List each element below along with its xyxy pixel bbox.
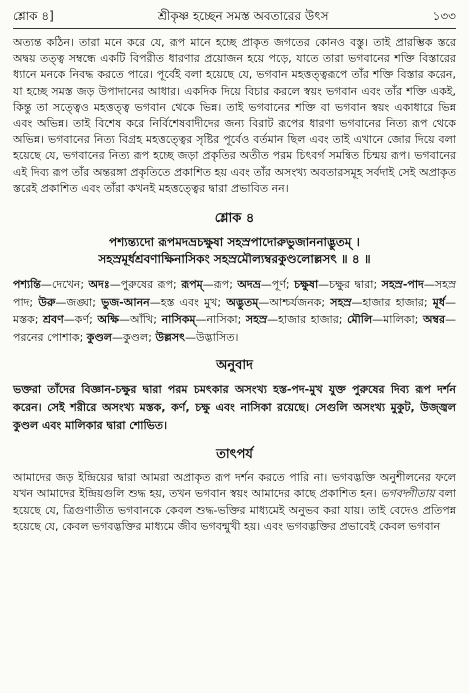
synonym-word: সহস্র-পাদ — [381, 278, 424, 292]
synonym-item: মূর্ধ—মস্তক; — [13, 295, 457, 327]
synonym-meaning: কুণ্ডল; — [123, 330, 152, 344]
synonym-item: অম্বর—পরনের পোশাক; — [13, 313, 457, 344]
synonym-word: চক্ষুষা — [294, 278, 319, 292]
synonym-word: ভুজ-আনন — [101, 295, 150, 309]
synonym-item: রূপম্—রূপ; — [181, 278, 233, 292]
synonym-item: অদঃ—পুরুষের রূপ; — [88, 278, 177, 292]
synonym-item: মৌলি—মালিকা; — [347, 313, 419, 327]
synonym-item: সহস্র—হাজার হাজার; — [330, 295, 428, 309]
synonym-meaning: মালিকা; — [383, 313, 419, 327]
purport-book-title: ভগবদ্গীতায় — [380, 487, 435, 501]
synonyms — [13, 276, 456, 346]
synonym-word: পশ্যন্তি — [13, 278, 41, 292]
purport-text-start: আমাদের জড় ইন্দ্রিয়ের দ্বারা আমরা অপ্রাকৃত রূপ দর্শন করতে পারি না। ভগবদ্ভক্তি অনুশীলনের ফলে যখন আমাদের ইন্দ্রিয়গুলি শুদ্ধ হয়, তখন ভগবান স্বয়ং আমাদের কাছে প্রকাশিত হন। — [13, 471, 456, 501]
purport-text-end: বলা হয়েছে যে, ত্রিগুণাতীত ভগবানকে কেবল শুদ্ধ-ভক্তির মাধ্যমেই অনুভব করা যায়। তাই বেদেও প্রতিপন্ন হয়েছে যে, কেবল ভগবদ্ভক্তির মাধ্যমে জীব ভগবন্মুখী হয়। এবং ভগবদ্ভক্তির প্রভাবেই কেবল ভগবান — [13, 487, 456, 534]
synonym-word: উরু — [38, 295, 56, 309]
verse-line: সহস্রমূর্ধশ্রবণাক্ষিনাসিকং সহস্রমৌল্যম্বরকুণ্ডলোল্লসৎ ॥ ৪ ॥ — [98, 252, 371, 267]
synonym-meaning: হাজার হাজার; — [278, 313, 343, 327]
verse-text — [13, 234, 456, 268]
synonym-word: অদ্ভুতম্ — [226, 295, 259, 309]
synonym-word: অক্ষি — [97, 313, 120, 327]
synonym-meaning: দেখেন; — [51, 278, 85, 292]
synonym-item: ভুজ-আনন—হস্ত এবং মুখ; — [101, 295, 222, 309]
synonym-meaning: আঁখি; — [130, 313, 157, 327]
synonym-word: অম্বর — [422, 313, 446, 327]
synonym-word: অদঃ — [88, 278, 110, 292]
synonym-item: উল্লসৎ—উদ্ভাসিত। — [155, 330, 239, 344]
page-number: ১৩৩ — [432, 9, 456, 23]
synonym-item: শ্রবণ—কর্ণ; — [43, 313, 93, 327]
synonym-item: অক্ষি—আঁখি; — [97, 313, 157, 327]
synonym-word: সহস্র — [330, 295, 352, 309]
synonym-item: অদ্ভুতম্—আশ্চর্যজনক; — [226, 295, 326, 309]
verse-title: শ্লোক ৪ — [214, 211, 255, 227]
synonym-item: চক্ষুষা—চক্ষুর দ্বারা; — [294, 278, 378, 292]
synonym-meaning: কর্ণ; — [74, 313, 93, 327]
synonym-meaning: সহস্র পাদ; — [13, 278, 457, 309]
synonym-meaning: পূর্ণ; — [271, 278, 290, 292]
synonym-word: রূপম্ — [181, 278, 203, 292]
synonym-meaning: উদ্ভাসিত। — [195, 330, 239, 344]
chapter-title: শ্রীকৃষ্ণ হচ্ছেন সমস্ত অবতারের উৎস — [157, 9, 329, 23]
synonym-word: সহস্র — [245, 313, 268, 327]
synonym-meaning: নাসিকা; — [206, 313, 242, 327]
purport-text — [13, 470, 456, 536]
translation-text: ভক্তরা তাঁদের বিজ্ঞান-চক্ষুর দ্বারা পরম চমৎকার অসংখ্য হস্ত-পদ-মুখ যুক্ত পুরুষের দিব্য রূপ দর্শন করেন। সেই শরীরে অসংখ্য মস্তক, কর্ণ, চক্ষু এবং নাসিকা রয়েছে। সেগুলি অসংখ্য মুকুট, উজ্জ্বল কুণ্ডল এবং মালিকার দ্বারা শোভিত। — [13, 383, 456, 433]
page-header — [13, 8, 456, 29]
verse-indicator: শ্লোক ৪] — [13, 9, 54, 23]
synonym-item: পশ্যন্তি—দেখেন; — [13, 278, 85, 292]
synonym-meaning: পরনের পোশাক; — [13, 330, 84, 344]
synonym-item: উরু—জঙ্ঘা; — [38, 295, 96, 309]
synonym-meaning: পুরুষের রূপ; — [120, 278, 177, 292]
synonym-item: সহস্র—হাজার হাজার; — [245, 313, 343, 327]
synonym-word: শ্রবণ — [43, 313, 64, 327]
synonym-word: উল্লসৎ — [155, 330, 185, 344]
synonym-meaning: চক্ষুর দ্বারা; — [329, 278, 378, 292]
synonym-meaning: হস্ত এবং মুখ; — [160, 295, 222, 309]
synonym-word: মৌলি — [347, 313, 373, 327]
synonym-meaning: হাজার হাজার; — [362, 295, 428, 309]
intro-paragraph: অত্যন্ত কঠিন। তারা মনে করে যে, রূপ মানে হচ্ছে প্রাকৃত জগতের কোনও বস্তু। তাই প্রারম্ভিক স্তরে অদ্বয় তত্ত্ব সম্বন্ধে একটি বিপরীত ধারণার প্রয়োজন হয়ে পড়ে, যাতে তারা ভগবানের শক্তি বিস্তারের ধ্যানে মনকে নিবদ্ধ করতে পারে। পূর্বেই বলা হয়েছে যে, ভগবান মহত্তত্ত্বরূপে তাঁর শক্তি বিস্তার করেন, যা হচ্ছে সমস্ত জড় উপাদানের আধার। একদিক দিয়ে বিচার করলে স্বয়ং ভগবান এবং তাঁর শক্তি একই, কিন্তু তা সত্ত্বেও মহত্তত্ত্ব ভগবান থেকে ভিন্ন। তাই ভগবানের শক্তি বা ভগবান স্বয়ং একাধারে ভিন্ন এবং অভিন্ন। তাই বিশেষ করে নির্বিশেষবাদীদের জন্য বিরাট রূপের ধারণা ভগবানের নিত্য রূপ থেকে অভিন্ন। ভগবানের নিত্য বিগ্রহ মহত্তত্ত্বের সৃষ্টির পূর্বেও বর্তমান ছিল এবং তাই এখানে জোর দিয়ে বলা হয়েছে যে, ভগবানের নিত্য রূপ হচ্ছে জড়া প্রকৃতির অতীত পরম চিৎবর্গ সমন্বিত চিন্ময় রূপ। ভগবানের এই দিব্য রূপ তাঁর অন্তরঙ্গা প্রকৃতিতে প্রকাশিত হয় এবং তাঁর অসংখ্য অবতারসমূহ সর্বদাই সেই অপ্রাকৃত স্তরেই প্রকাশিত এবং তাঁরা কখনই মহত্তত্ত্বের দ্বারা প্রভাবিত নন। — [13, 36, 456, 195]
synonym-meaning: মস্তক; — [13, 313, 39, 327]
synonym-meaning: জঙ্ঘা; — [66, 295, 96, 309]
synonym-word: কুণ্ডল — [86, 330, 112, 344]
translation-title: অনুবাদ — [216, 358, 253, 374]
synonym-word: মূর্ধ — [432, 295, 446, 309]
synonym-item: অদভ্র—পূর্ণ; — [237, 278, 290, 292]
purport-title: তাৎপর্য — [216, 447, 253, 463]
verse-line: পশ্যন্ত্যদো রূপমদভ্রচক্ষুষা সহস্রপাদোরুভুজাননাদ্ভুতম্ । — [109, 235, 360, 250]
synonym-meaning: রূপ; — [213, 278, 233, 292]
synonym-word: নাসিকম্ — [161, 313, 196, 327]
synonym-item: কুণ্ডল—কুণ্ডল; — [86, 330, 152, 344]
synonym-item: সহস্র-পাদ—সহস্র পাদ; — [13, 278, 457, 309]
synonym-word: অদভ্র — [237, 278, 261, 292]
synonym-item: নাসিকম্—নাসিকা; — [161, 313, 242, 327]
synonym-meaning: আশ্চর্যজনক; — [269, 295, 326, 309]
